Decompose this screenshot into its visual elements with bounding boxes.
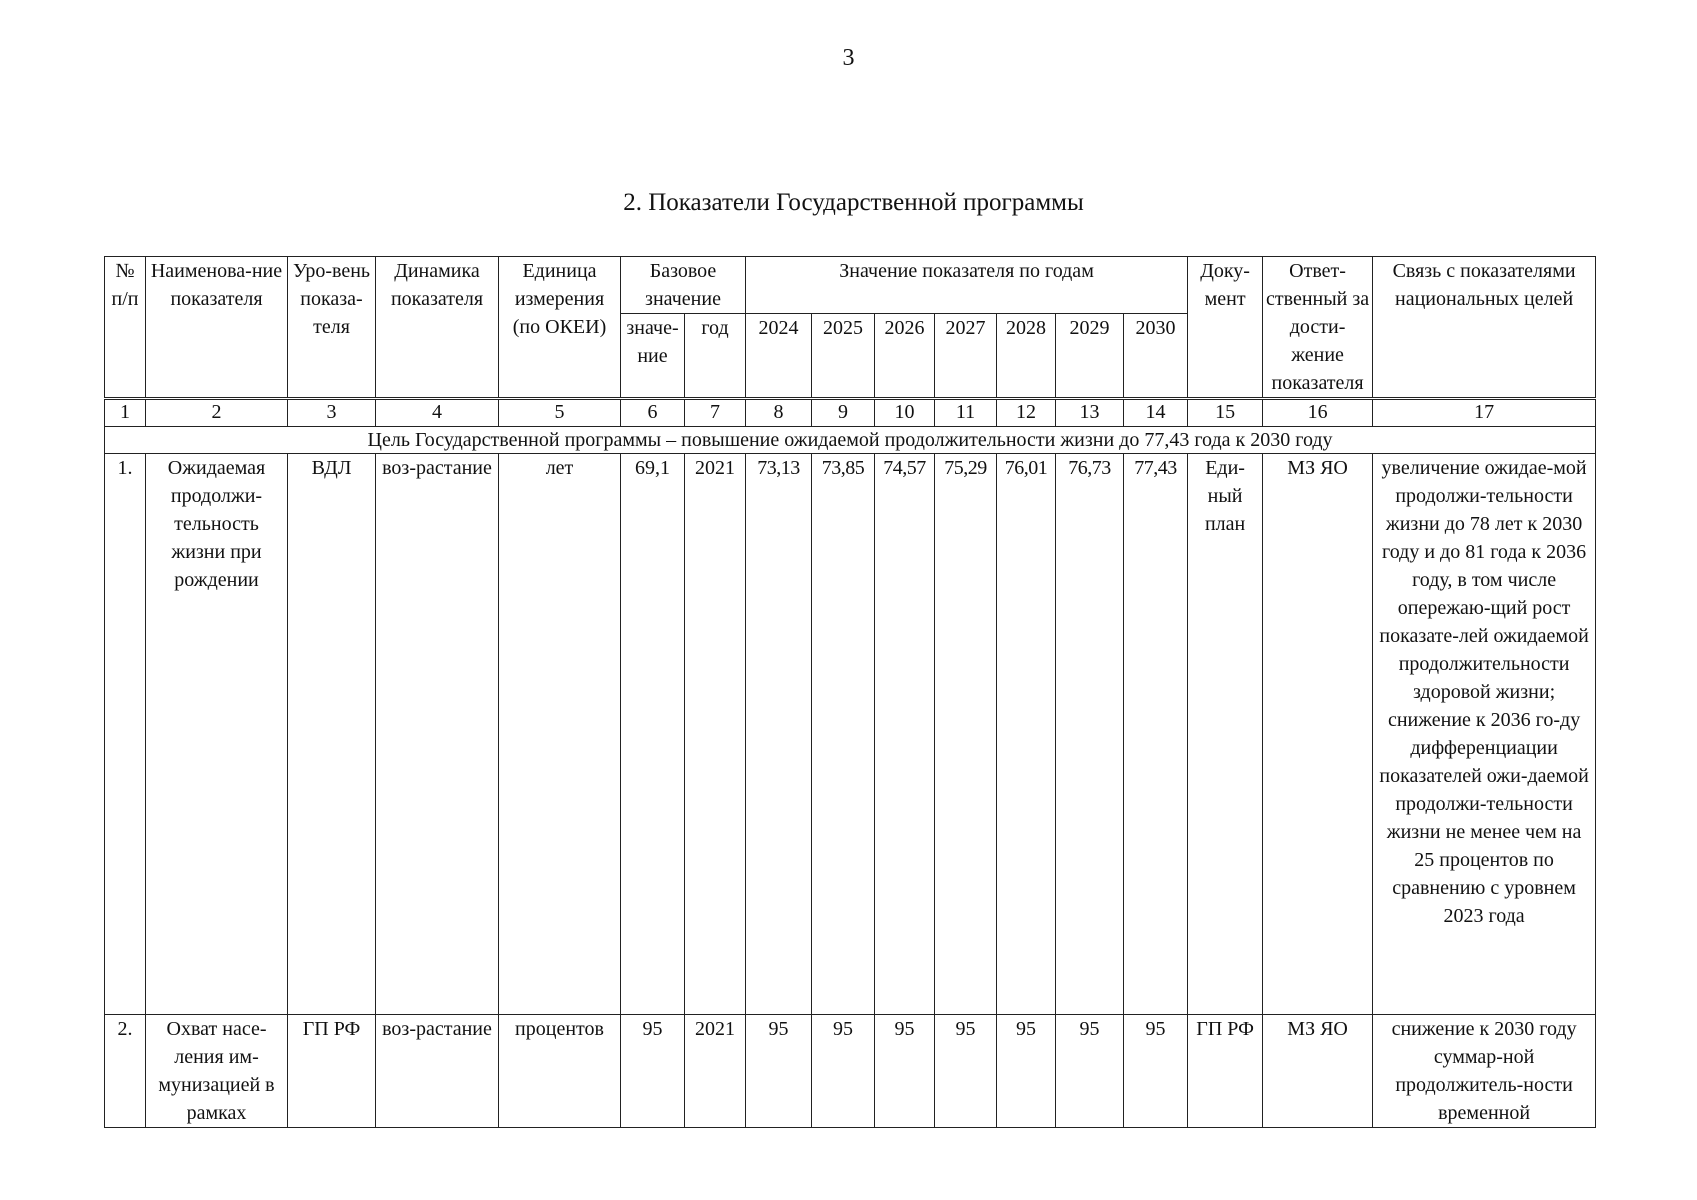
column-number: 2 — [146, 399, 288, 427]
header-num: № п/п — [105, 257, 146, 399]
header-unit: Единица измерения (по ОКЕИ) — [499, 257, 621, 399]
header-link: Связь с показателями национальных целей — [1373, 257, 1596, 399]
header-year-2026: 2026 — [875, 314, 935, 399]
goal-row — [105, 427, 1596, 454]
value-2025: 73,85 — [812, 454, 875, 1015]
column-number: 5 — [499, 399, 621, 427]
indicator-name: Ожидаемая продолжи-тельность жизни при рождении — [146, 454, 288, 1015]
indicator-name: Охват насе-ления им-мунизацией в рамках — [146, 1015, 288, 1128]
column-number: 3 — [288, 399, 376, 427]
value-2024: 95 — [746, 1015, 812, 1128]
table-row — [105, 454, 1596, 1015]
header-base-value: значе-ние — [621, 314, 685, 399]
page-number: 3 — [842, 45, 855, 71]
header-year-2030: 2030 — [1124, 314, 1188, 399]
header-base: Базовое значение — [621, 257, 746, 314]
value-2026: 74,57 — [875, 454, 935, 1015]
indicator-dynamics: воз-растание — [376, 454, 499, 1015]
header-document: Доку-мент — [1188, 257, 1263, 399]
value-2026: 95 — [875, 1015, 935, 1128]
base-value: 95 — [621, 1015, 685, 1128]
column-number: 7 — [685, 399, 746, 427]
column-number: 4 — [376, 399, 499, 427]
column-number-row — [105, 399, 1596, 427]
base-value: 69,1 — [621, 454, 685, 1015]
value-2024: 73,13 — [746, 454, 812, 1015]
value-2030: 77,43 — [1124, 454, 1188, 1015]
indicator-responsible: МЗ ЯО — [1263, 454, 1373, 1015]
header-year-2029: 2029 — [1056, 314, 1124, 399]
indicator-level: ГП РФ — [288, 1015, 376, 1128]
base-year: 2021 — [685, 454, 746, 1015]
row-num: 1. — [105, 454, 146, 1015]
column-number: 17 — [1373, 399, 1596, 427]
indicator-unit: лет — [499, 454, 621, 1015]
header-year-2027: 2027 — [935, 314, 997, 399]
header-year-2028: 2028 — [997, 314, 1056, 399]
value-2027: 95 — [935, 1015, 997, 1128]
value-2028: 76,01 — [997, 454, 1056, 1015]
header-base-year: год — [685, 314, 746, 399]
column-number: 14 — [1124, 399, 1188, 427]
value-2028: 95 — [997, 1015, 1056, 1128]
indicator-level: ВДЛ — [288, 454, 376, 1015]
column-number: 15 — [1188, 399, 1263, 427]
value-2030: 95 — [1124, 1015, 1188, 1128]
indicator-unit: процентов — [499, 1015, 621, 1128]
column-number: 13 — [1056, 399, 1124, 427]
value-2027: 75,29 — [935, 454, 997, 1015]
section-title: 2. Показатели Государственной программы — [623, 189, 1084, 216]
value-2029: 76,73 — [1056, 454, 1124, 1015]
indicators-table — [104, 256, 1596, 1128]
column-number: 6 — [621, 399, 685, 427]
column-number: 8 — [746, 399, 812, 427]
program-goal: Цель Государственной программы – повышение ожидаемой продолжительности жизни до 77,43 года к 2030 году — [105, 427, 1596, 454]
national-goal-link: увеличение ожидае-мой продолжи-тельности жизни до 78 лет к 2030 году и до 81 года к 2036 году, в том числе опережаю-щий рост показате-лей ожидаемой продолжительности здоровой жизни; снижение к 2036 го-ду дифференциации показателей ожи-даемой продолжи-тельности жизни не менее чем на 25 процентов по сравнению с уровнем 2023 года — [1373, 454, 1596, 1015]
column-number: 11 — [935, 399, 997, 427]
header-year-2024: 2024 — [746, 314, 812, 399]
header-by-years: Значение показателя по годам — [746, 257, 1188, 314]
indicator-dynamics: воз-растание — [376, 1015, 499, 1128]
indicator-document: Еди-ный план — [1188, 454, 1263, 1015]
header-level: Уро-вень показа-теля — [288, 257, 376, 399]
header-dynamics: Динамика показателя — [376, 257, 499, 399]
column-number: 16 — [1263, 399, 1373, 427]
row-num: 2. — [105, 1015, 146, 1128]
column-number: 1 — [105, 399, 146, 427]
indicator-responsible: МЗ ЯО — [1263, 1015, 1373, 1128]
header-row — [105, 257, 1596, 314]
base-year: 2021 — [685, 1015, 746, 1128]
column-number: 12 — [997, 399, 1056, 427]
header-responsible: Ответ-ственный за дости-жение показателя — [1263, 257, 1373, 399]
header-name: Наименова-ние показателя — [146, 257, 288, 399]
column-number: 10 — [875, 399, 935, 427]
indicator-document: ГП РФ — [1188, 1015, 1263, 1128]
column-number: 9 — [812, 399, 875, 427]
national-goal-link: снижение к 2030 году суммар-ной продолжитель-ности временной — [1373, 1015, 1596, 1128]
value-2025: 95 — [812, 1015, 875, 1128]
table-row — [105, 1015, 1596, 1128]
value-2029: 95 — [1056, 1015, 1124, 1128]
header-year-2025: 2025 — [812, 314, 875, 399]
